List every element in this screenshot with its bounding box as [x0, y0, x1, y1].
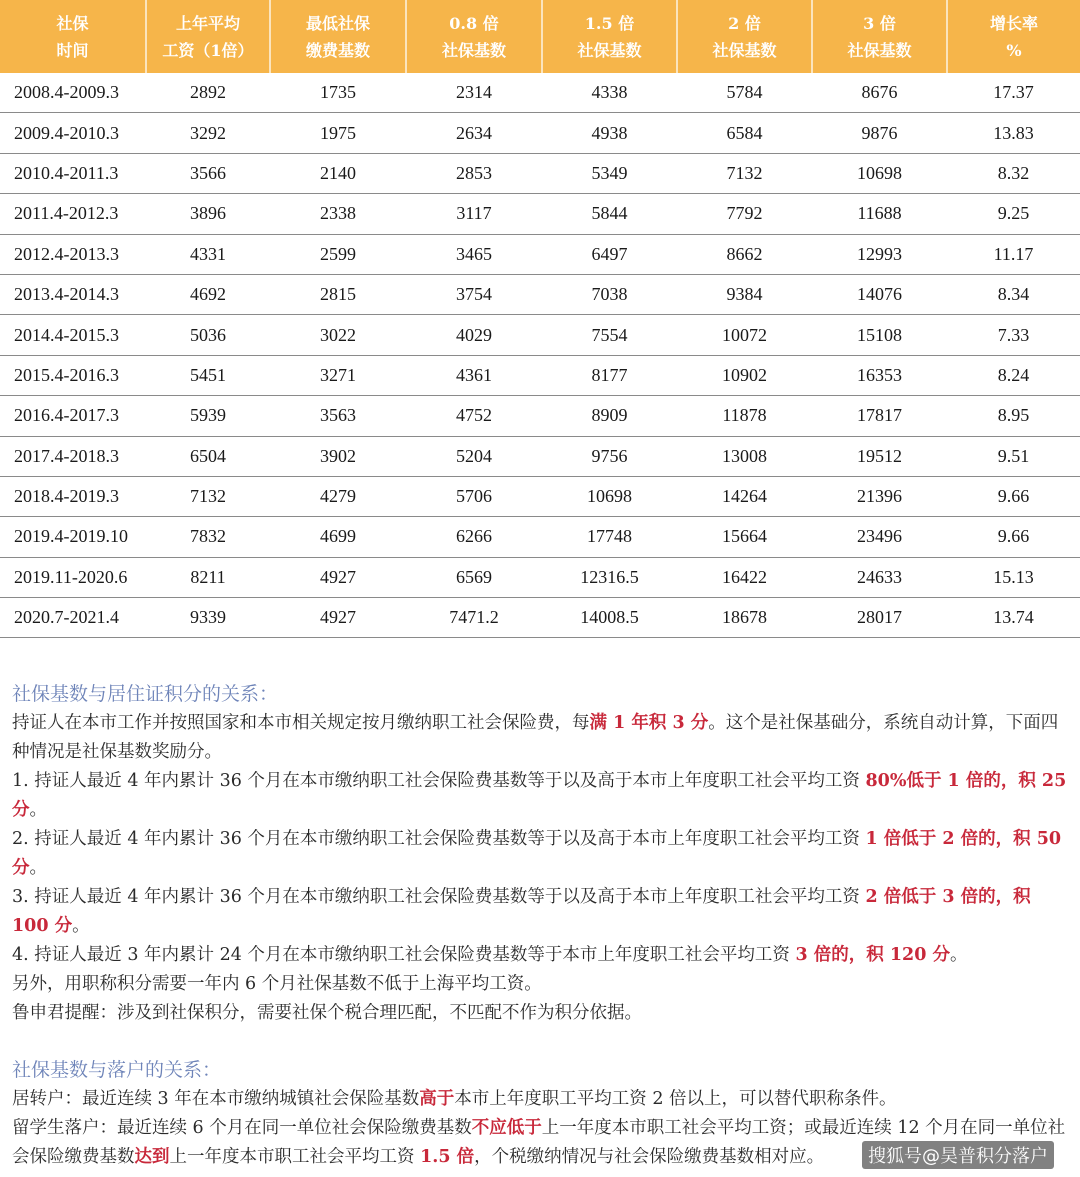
value-cell: 8.95 [947, 396, 1080, 436]
value-cell: 9756 [542, 436, 677, 476]
value-cell: 5784 [677, 73, 812, 113]
value-cell: 3465 [406, 234, 542, 274]
value-cell: 13.83 [947, 113, 1080, 153]
value-cell: 3566 [146, 153, 270, 193]
period-cell: 2015.4-2016.3 [0, 355, 146, 395]
table-header-row [0, 0, 1080, 73]
period-cell: 2019.11-2020.6 [0, 557, 146, 597]
column-header-line: 社保 [56, 13, 89, 33]
table-row [0, 73, 1080, 113]
watermark: 搜狐号@昊普积分落户 [862, 1141, 1054, 1169]
value-cell: 11.17 [947, 234, 1080, 274]
section-gap [12, 1028, 1072, 1056]
value-cell: 4752 [406, 396, 542, 436]
column-header-line: 社保基数 [577, 40, 642, 60]
value-cell: 5204 [406, 436, 542, 476]
highlight-span: 80%低于 1 倍的，积 25 分 [12, 771, 1067, 820]
value-cell: 7471.2 [406, 598, 542, 638]
table-row [0, 234, 1080, 274]
table-row [0, 153, 1080, 193]
value-cell: 3117 [406, 194, 542, 234]
value-cell: 4692 [146, 274, 270, 314]
value-cell: 4927 [270, 557, 406, 597]
period-cell: 2013.4-2014.3 [0, 274, 146, 314]
column-header-line: 时间 [56, 40, 89, 60]
value-cell: 12993 [812, 234, 947, 274]
value-cell: 4029 [406, 315, 542, 355]
period-cell: 2020.7-2021.4 [0, 598, 146, 638]
article-text [12, 680, 1072, 1172]
column-header-line: 0.8 倍 [449, 13, 499, 33]
highlight-span: 1.5 倍 [420, 1147, 475, 1167]
text-span: 。 [949, 945, 968, 965]
highlight-span: 2 倍低于 3 倍的，积 100 分 [12, 887, 1031, 936]
text-span: 持证人在本市工作并按照国家和本市相关规定按月缴纳职工社会保险费，每 [12, 713, 590, 733]
period-cell: 2018.4-2019.3 [0, 476, 146, 516]
value-cell: 4338 [542, 73, 677, 113]
table-body [0, 73, 1080, 638]
text-span: 4. 持证人最近 3 年内累计 24 个月在本市缴纳职工社会保险费基数等于本市上年度职工社会平均工资 [12, 945, 796, 965]
value-cell: 15108 [812, 315, 947, 355]
section-heading-residence-points: 社保基数与居住证积分的关系： [12, 683, 279, 705]
value-cell: 12316.5 [542, 557, 677, 597]
value-cell: 9.25 [947, 194, 1080, 234]
value-cell: 4927 [270, 598, 406, 638]
period-cell: 2008.4-2009.3 [0, 73, 146, 113]
value-cell: 2314 [406, 73, 542, 113]
value-cell: 15664 [677, 517, 812, 557]
value-cell: 9339 [146, 598, 270, 638]
table-row [0, 194, 1080, 234]
value-cell: 23496 [812, 517, 947, 557]
value-cell: 28017 [812, 598, 947, 638]
text-span: 3. 持证人最近 4 年内累计 36 个月在本市缴纳职工社会保险费基数等于以及高于本市上年度职工社会平均工资 [12, 887, 866, 907]
value-cell: 7132 [677, 153, 812, 193]
column-header [406, 0, 542, 73]
value-cell: 8177 [542, 355, 677, 395]
value-cell: 19512 [812, 436, 947, 476]
paragraph-item-1 [12, 767, 1072, 825]
value-cell: 9.51 [947, 436, 1080, 476]
column-header-line: 1.5 倍 [584, 13, 635, 33]
column-header [947, 0, 1080, 73]
period-cell: 2011.4-2012.3 [0, 194, 146, 234]
value-cell: 6504 [146, 436, 270, 476]
value-cell: 7554 [542, 315, 677, 355]
value-cell: 5349 [542, 153, 677, 193]
value-cell: 7132 [146, 476, 270, 516]
table-row [0, 436, 1080, 476]
paragraph-intro [12, 709, 1072, 767]
highlight-span: 高于 [419, 1089, 455, 1109]
value-cell: 10072 [677, 315, 812, 355]
value-cell: 8909 [542, 396, 677, 436]
table-row [0, 476, 1080, 516]
value-cell: 7792 [677, 194, 812, 234]
value-cell: 10698 [542, 476, 677, 516]
period-cell: 2009.4-2010.3 [0, 113, 146, 153]
value-cell: 1975 [270, 113, 406, 153]
highlight-span: 达到 [134, 1147, 170, 1167]
text-span: 。 [29, 800, 47, 820]
value-cell: 8.32 [947, 153, 1080, 193]
column-header [677, 0, 812, 73]
value-cell: 3754 [406, 274, 542, 314]
value-cell: 7.33 [947, 315, 1080, 355]
value-cell: 2634 [406, 113, 542, 153]
highlight-span: 1 倍低于 2 倍的，积 50 分 [12, 829, 1062, 878]
value-cell: 3896 [146, 194, 270, 234]
value-cell: 6569 [406, 557, 542, 597]
text-span: 2. 持证人最近 4 年内累计 36 个月在本市缴纳职工社会保险费基数等于以及高于本市上年度职工社会平均工资 [12, 829, 866, 849]
period-cell: 2012.4-2013.3 [0, 234, 146, 274]
value-cell: 4279 [270, 476, 406, 516]
value-cell: 1735 [270, 73, 406, 113]
text-span: 上一年度本市职工社会平均工资 [169, 1147, 421, 1167]
column-header-line: 增长率 [989, 13, 1038, 33]
value-cell: 24633 [812, 557, 947, 597]
column-header-line: % [1006, 40, 1022, 60]
highlight-span: 满 1 年积 3 分 [589, 713, 709, 733]
value-cell: 2140 [270, 153, 406, 193]
table-row [0, 315, 1080, 355]
value-cell: 2892 [146, 73, 270, 113]
column-header-line: 社保基数 [847, 40, 912, 60]
value-cell: 10902 [677, 355, 812, 395]
value-cell: 7832 [146, 517, 270, 557]
value-cell: 2338 [270, 194, 406, 234]
value-cell: 8676 [812, 73, 947, 113]
value-cell: 17748 [542, 517, 677, 557]
table-row [0, 274, 1080, 314]
value-cell: 9384 [677, 274, 812, 314]
column-header [542, 0, 677, 73]
value-cell: 8.24 [947, 355, 1080, 395]
value-cell: 14008.5 [542, 598, 677, 638]
value-cell: 9.66 [947, 517, 1080, 557]
text-span: 居转户：最近连续 3 年在本市缴纳城镇社会保险基数 [12, 1089, 420, 1109]
text-span: ，个税缴纳情况与社会保险缴费基数相对应。 [474, 1147, 825, 1167]
period-cell: 2016.4-2017.3 [0, 396, 146, 436]
value-cell: 4938 [542, 113, 677, 153]
table-row [0, 598, 1080, 638]
text-span: 。 [72, 916, 90, 936]
value-cell: 16353 [812, 355, 947, 395]
table-row [0, 557, 1080, 597]
column-header [146, 0, 270, 73]
value-cell: 16422 [677, 557, 812, 597]
value-cell: 7038 [542, 274, 677, 314]
table-row [0, 355, 1080, 395]
value-cell: 8.34 [947, 274, 1080, 314]
value-cell: 17817 [812, 396, 947, 436]
column-header-line: 工资（1倍） [162, 40, 254, 60]
paragraph-reminder: 鲁申君提醒：涉及到社保积分，需要社保个税合理匹配，不匹配不作为积分依据。 [12, 1003, 642, 1023]
table-row [0, 113, 1080, 153]
highlight-span: 3 倍的，积 120 分 [795, 945, 950, 965]
column-header [270, 0, 406, 73]
text-span: 留学生落户：最近连续 6 个月在同一单位社会保险缴费基数 [12, 1118, 472, 1138]
value-cell: 21396 [812, 476, 947, 516]
table-row [0, 517, 1080, 557]
value-cell: 3902 [270, 436, 406, 476]
value-cell: 3271 [270, 355, 406, 395]
value-cell: 15.13 [947, 557, 1080, 597]
column-header [0, 0, 146, 73]
value-cell: 8211 [146, 557, 270, 597]
period-cell: 2019.4-2019.10 [0, 517, 146, 557]
value-cell: 6266 [406, 517, 542, 557]
value-cell: 5939 [146, 396, 270, 436]
value-cell: 9.66 [947, 476, 1080, 516]
value-cell: 2853 [406, 153, 542, 193]
text-span: 。这个是社保基础分，系统自动计算，下面四种情况是社保基数奖励分。 [12, 713, 1059, 762]
value-cell: 5036 [146, 315, 270, 355]
text-span: 。 [29, 858, 47, 878]
table-row [0, 396, 1080, 436]
column-header-line: 缴费基数 [305, 40, 370, 60]
value-cell: 5706 [406, 476, 542, 516]
value-cell: 2815 [270, 274, 406, 314]
column-header-line: 上年平均 [175, 13, 240, 33]
value-cell: 11878 [677, 396, 812, 436]
text-span: 上一年度本市职工社会平均工资；或最近连续 12 个月在同一单位社会保险缴费基数 [12, 1118, 1066, 1167]
value-cell: 8662 [677, 234, 812, 274]
value-cell: 5844 [542, 194, 677, 234]
value-cell: 18678 [677, 598, 812, 638]
value-cell: 3563 [270, 396, 406, 436]
value-cell: 6497 [542, 234, 677, 274]
text-span: 1. 持证人最近 4 年内累计 36 个月在本市缴纳职工社会保险费基数等于以及高于本市上年度职工社会平均工资 [12, 771, 866, 791]
paragraph-residence-transfer [12, 1085, 1072, 1114]
value-cell: 4331 [146, 234, 270, 274]
section-heading-hukou: 社保基数与落户的关系： [12, 1059, 222, 1081]
value-cell: 10698 [812, 153, 947, 193]
text-span: 本市上年度职工平均工资 2 倍以上，可以替代职称条件。 [454, 1089, 897, 1109]
value-cell: 9876 [812, 113, 947, 153]
value-cell: 14076 [812, 274, 947, 314]
value-cell: 13.74 [947, 598, 1080, 638]
value-cell: 4361 [406, 355, 542, 395]
value-cell: 3022 [270, 315, 406, 355]
column-header-line: 2 倍 [728, 13, 761, 33]
paragraph-item-3 [12, 883, 1072, 941]
value-cell: 3292 [146, 113, 270, 153]
period-cell: 2014.4-2015.3 [0, 315, 146, 355]
column-header-line: 最低社保 [305, 13, 370, 33]
paragraph-extra: 另外，用职称积分需要一年内 6 个月社保基数不低于上海平均工资。 [12, 974, 542, 994]
value-cell: 11688 [812, 194, 947, 234]
paragraph-item-4 [12, 941, 1072, 970]
column-header [812, 0, 947, 73]
column-header-line: 社保基数 [712, 40, 777, 60]
period-cell: 2010.4-2011.3 [0, 153, 146, 193]
value-cell: 17.37 [947, 73, 1080, 113]
highlight-span: 不应低于 [471, 1118, 542, 1138]
column-header-line: 社保基数 [441, 40, 506, 60]
value-cell: 13008 [677, 436, 812, 476]
paragraph-item-2 [12, 825, 1072, 883]
value-cell: 5451 [146, 355, 270, 395]
column-header-line: 3 倍 [863, 13, 896, 33]
value-cell: 2599 [270, 234, 406, 274]
period-cell: 2017.4-2018.3 [0, 436, 146, 476]
value-cell: 6584 [677, 113, 812, 153]
value-cell: 4699 [270, 517, 406, 557]
value-cell: 14264 [677, 476, 812, 516]
